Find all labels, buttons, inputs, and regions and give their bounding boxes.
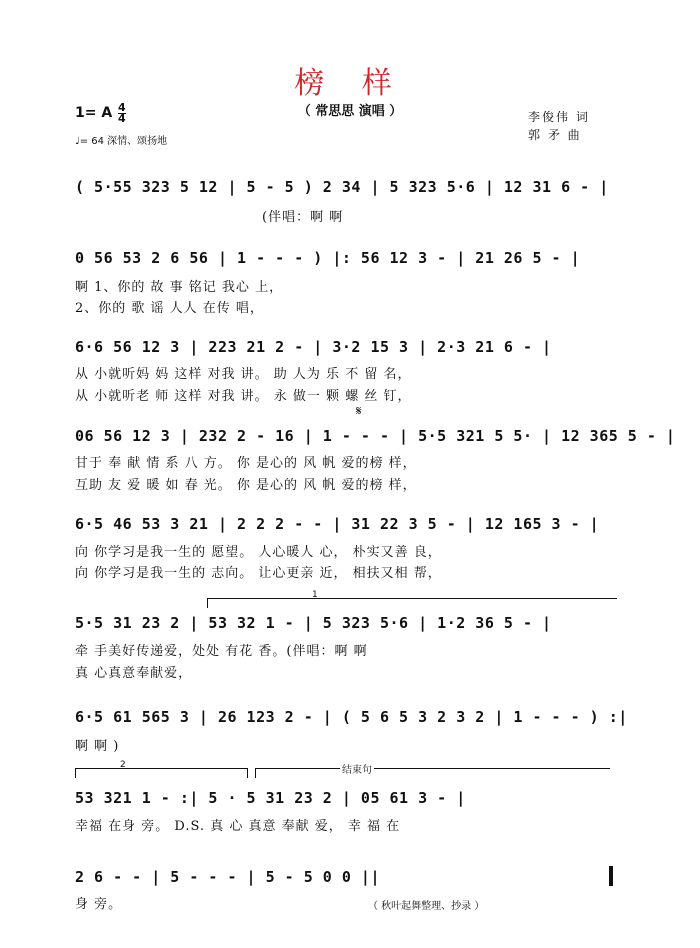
volta-2-bracket (75, 768, 247, 769)
score-line-5-notes: 6·5 46 53 3 21 | 2 2 2 - - | 31 22 3 5 - | 12 165 3 - | (75, 515, 600, 533)
score-line-6-lyrics-verse1: 牵 手美好传递爱，处处 有花 香。(伴唱：啊 啊 (75, 644, 368, 659)
key-label: 1= A (75, 105, 113, 121)
volta-2-bracket-start (75, 768, 76, 778)
coda-label: 结束句 (340, 761, 374, 776)
volta-1-number: 1 (312, 590, 318, 600)
time-signature (118, 103, 126, 124)
score-line-4-lyrics-verse2: 互助 友 爱 暖 如 春 光。 你 是心的 风 帆 爱的榜 样， (75, 478, 417, 493)
score-line-1-lyrics: (伴唱：啊 啊 (262, 210, 344, 225)
score-line-8-lyrics: 幸福 在身 旁。 D.S. 真 心 真意 奉献 爱， 幸 福 在 (75, 819, 401, 834)
score-line-7-lyrics: 啊 啊 ) (75, 739, 120, 754)
coda-bracket-start (255, 768, 256, 778)
score-line-5-lyrics-verse1: 向 你学习是我一生的 愿望。 人心暖人 心， 朴实又善 良， (75, 545, 442, 560)
score-line-2-lyrics-verse1: 啊 1、你的 故 事 铭记 我心 上， (75, 280, 284, 295)
score-line-5-lyrics-verse2: 向 你学习是我一生的 志向。 让心更亲 近， 相扶又相 帮， (75, 566, 442, 581)
performer-subtitle: （ 常思思 演唱 ） (297, 104, 403, 119)
score-line-3-notes: 6·6 56 12 3 | 223 21 2 - | 3·2 15 3 | 2·3 21 6 - | (75, 338, 552, 356)
time-signature-bottom: 4 (118, 112, 126, 125)
time-signature-top: 4 (118, 101, 126, 114)
score-line-6-lyrics-verse2: 真 心真意奉献爱， (75, 666, 193, 681)
score-line-4-lyrics-verse1: 甘于 奉 献 情 系 八 方。 你 是心的 风 帆 爱的榜 样， (75, 456, 417, 471)
score-line-1-notes: ( 5·55 323 5 12 | 5 - 5 ) 2 34 | 5 323 5·6 | 12 31 6 - | (75, 178, 609, 196)
key-signature (75, 105, 112, 121)
score-line-3-lyrics-verse1: 从 小就听妈 妈 这样 对我 讲。 助 人为 乐 不 留 名， (75, 367, 412, 382)
volta-1-bracket (207, 598, 617, 599)
lyricist-credit: 李俊伟 词 (528, 110, 590, 124)
tempo-marking: ♩= 64 深情、颂扬地 (75, 136, 168, 147)
score-line-7-notes: 6·5 61 565 3 | 26 123 2 - | ( 5 6 5 3 2 3 2 | 1 - - - ) :| (75, 708, 628, 726)
volta-1-bracket-start (207, 598, 208, 608)
score-line-8-notes: 53 321 1 - :| 5 · 5 31 23 2 | 05 61 3 - | (75, 789, 466, 807)
score-line-3-lyrics-verse2: 从 小就听老 师 这样 对我 讲。 永 做一 颗 螺 丝 钉， (75, 389, 412, 404)
volta-2-number: 2 (120, 760, 126, 770)
final-barline (609, 866, 613, 886)
score-line-9-notes: 2 6 - - | 5 - - - | 5 - 5 0 0 || (75, 868, 380, 886)
song-title: 榜 样 (294, 66, 406, 101)
composer-credit: 郭 矛 曲 (528, 128, 582, 142)
segno-sign: 𝄋 (356, 404, 362, 419)
score-line-9-lyrics: 身 旁。 (75, 897, 123, 912)
score-line-2-lyrics-verse2: 2、你的 歌 谣 人人 在传 唱， (75, 301, 264, 316)
score-line-6-notes: 5·5 31 23 2 | 53 32 1 - | 5 323 5·6 | 1·2 36 5 - | (75, 614, 552, 632)
coda-bracket (255, 768, 610, 769)
volta-2-bracket-end (247, 768, 248, 778)
transcriber-credit: （ 秋叶起舞整理、抄录 ） (368, 901, 485, 912)
score-line-2-notes: 0 56 53 2 6 56 | 1 - - - ) |: 56 12 3 - | 21 26 5 - | (75, 249, 581, 267)
score-line-4-notes: 06 56 12 3 | 232 2 - 16 | 1 - - - | 5·5 321 5 5· | 12 365 5 - | (75, 427, 676, 445)
